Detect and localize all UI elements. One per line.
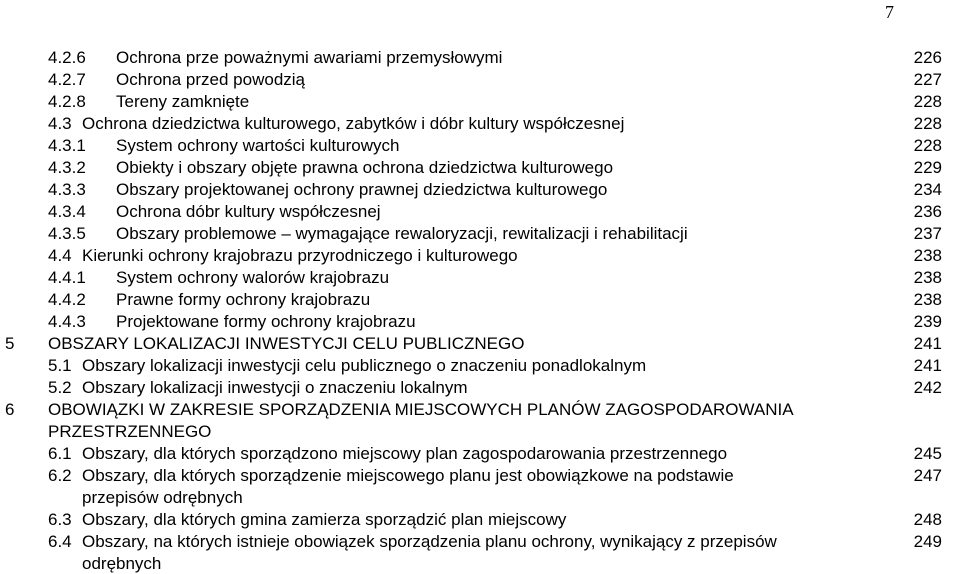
toc-entry-page: 241 [913, 356, 942, 375]
toc-entry-page: 238 [913, 268, 942, 287]
toc-entry-number: 6.4 [48, 532, 72, 551]
toc-entry-title: Ochrona prze poważnymi awariami przemysłowymi [116, 48, 503, 67]
toc-entry-title: Obszary lokalizacji inwestycji celu publicznego o znaczeniu ponadlokalnym [82, 356, 647, 375]
toc-entry-title: Obszary lokalizacji inwestycji o znaczeniu lokalnym [82, 378, 468, 397]
toc-entry-title: Ochrona dóbr kultury współczesnej [116, 202, 381, 221]
toc-entry-number: 4.2.8 [48, 92, 86, 111]
toc-entry-title: Ochrona przed powodzią [116, 70, 306, 89]
toc-entry-title: Obszary, dla których gmina zamierza sporządzić plan miejscowy [82, 510, 567, 529]
toc-entry-page: 241 [913, 334, 942, 353]
toc-entry-page: 237 [913, 224, 942, 243]
toc-entry-number: 4.3.3 [48, 180, 86, 199]
toc-entry-page: 229 [913, 158, 942, 177]
toc-entry-title: System ochrony wartości kulturowych [116, 136, 400, 155]
toc-entry-number: 6.2 [48, 466, 72, 485]
toc-entry-number: 4.3 [48, 114, 72, 133]
toc-entry-title: Obszary projektowanej ochrony prawnej dziedzictwa kulturowego [116, 180, 608, 199]
toc-entry-page: 249 [913, 532, 942, 551]
toc-entry-page: 228 [913, 92, 942, 111]
toc-entry-page: 245 [913, 444, 942, 463]
toc-entry-title: Obiekty i obszary objęte prawna ochrona dziedzictwa kulturowego [116, 158, 614, 177]
toc-entry-number: 4.3.5 [48, 224, 86, 243]
toc-entry-page: 228 [913, 136, 942, 155]
toc-entry-number: 4.4.3 [48, 312, 86, 331]
toc-chapter-number: 5 [5, 334, 15, 353]
toc-entry-number: 4.2.6 [48, 48, 86, 67]
toc-entry-number: 6.1 [48, 444, 72, 463]
toc-entry-number: 4.4.1 [48, 268, 86, 287]
toc-entry-page: 238 [913, 290, 942, 309]
toc-entry-page: 226 [913, 48, 942, 67]
toc-entry-title: Obszary problemowe – wymagające rewaloryzacji, rewitalizacji i rehabilitacji [116, 224, 688, 243]
toc-entry-title: Obszary, dla których sporządzenie miejscowego planu jest obowiązkowe na podstawie przepisów odrębnych [82, 466, 734, 507]
toc-entry-title: Obszary, dla których sporządzono miejscowy plan zagospodarowania przestrzennego [82, 444, 728, 463]
toc-entry-page: 239 [913, 312, 942, 331]
toc-entry-page: 236 [913, 202, 942, 221]
toc-entry-page: 248 [913, 510, 942, 529]
toc-entry-title: Projektowane formy ochrony krajobrazu [116, 312, 416, 331]
toc-entry-page: 242 [913, 378, 942, 397]
toc-entry-page: 234 [913, 180, 942, 199]
toc-chapter-number: 6 [5, 400, 15, 419]
toc-entry-number: 4.3.4 [48, 202, 86, 221]
toc-entry-page: 227 [913, 70, 942, 89]
toc-entry-page: 238 [913, 246, 942, 265]
page-number: 7 [885, 2, 894, 22]
toc-entry-title: Tereny zamknięte [116, 92, 250, 111]
toc-entry-number: 5.2 [48, 378, 72, 397]
toc-entry-number: 4.3.2 [48, 158, 86, 177]
toc-entry-number: 4.4 [48, 246, 72, 265]
toc-entry-number: 5.1 [48, 356, 72, 375]
toc-entry-title: Kierunki ochrony krajobrazu przyrodniczego i kulturowego [82, 246, 518, 265]
toc-chapter-title: OBSZARY LOKALIZACJI INWESTYCJI CELU PUBLICZNEGO [48, 334, 525, 353]
toc-entry-title: Prawne formy ochrony krajobrazu [116, 290, 371, 309]
toc-entry-number: 4.2.7 [48, 70, 86, 89]
toc-entry-title: Obszary, na których istnieje obowiązek sporządzenia planu ochrony, wynikający z przepisów odrębnych [82, 532, 777, 573]
toc-chapter-title: OBOWIĄZKI W ZAKRESIE SPORZĄDZENIA MIEJSCOWYCH PLANÓW ZAGOSPODAROWANIA PRZESTRZENNEGO [48, 400, 793, 441]
toc-entry-page: 247 [913, 466, 942, 485]
toc-entry-title: System ochrony walorów krajobrazu [116, 268, 390, 287]
toc-entry-number: 4.3.1 [48, 136, 86, 155]
toc-entry-page: 228 [913, 114, 942, 133]
toc-entry-number: 4.4.2 [48, 290, 86, 309]
toc-entry-number: 6.3 [48, 510, 72, 529]
toc-entry-title: Ochrona dziedzictwa kulturowego, zabytków i dóbr kultury współczesnej [82, 114, 625, 133]
